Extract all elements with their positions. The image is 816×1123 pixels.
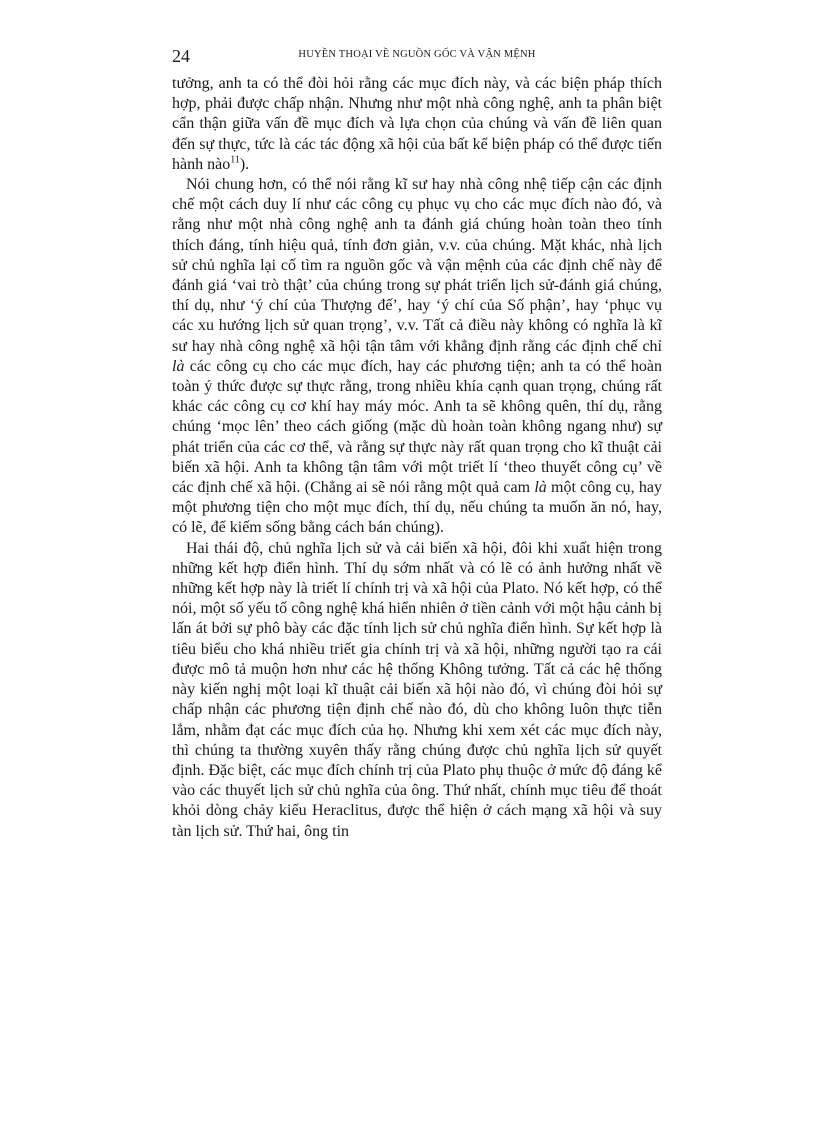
paragraph-1-text: tưởng, anh ta có thể đòi hỏi rằng các mục đích này, và các biện pháp thích hợp, phải được chấp nhận. Nhưng như một nhà công nghệ, anh ta phân biệt cẩn thận giữa vấn đề mục đích và lựa chọn của chúng và vấn đề liên quan đến sự thực, tức là các tác động xã hội của bất kể biện pháp có thể được tiến hành nào [172, 75, 662, 173]
paragraph-2-part-2: các công cụ cho các mục đích, hay các phương tiện; anh ta có thể hoàn toàn ý thức được sự thực rằng, trong nhiều khía cạnh quan trọng, chúng rất khác các công cụ cơ khí hay máy móc. Anh ta sẽ không quên, thí dụ, rằng chúng ‘mọc lên’ theo cách giống (mặc dù hoàn toàn không ngang như) sự phát triển của các cơ thể, và rằng sự thực này rất quan trọng cho kĩ thuật cải biến xã hội. Anh ta không tận tâm với một triết lí ‘theo thuyết công cụ’ về các định chế xã hội. (Chẳng ai sẽ nói rằng một quả cam [172, 357, 662, 497]
paragraph-2-part-3: một công cụ, hay một phương tiện cho một mục đích, thí dụ, nếu chúng ta muốn ăn nó, hay, có lẽ, để kiếm sống bằng cách bán chúng). [172, 479, 662, 537]
paragraph-3 [172, 539, 662, 842]
paragraph-1-tail: ). [239, 155, 250, 173]
paragraph-3-text: Hai thái độ, chủ nghĩa lịch sử và cải biến xã hội, đôi khi xuất hiện trong những kết hợp điển hình. Thí dụ sớm nhất và có lẽ có ảnh hưởng nhất về những kết hợp này là triết lí chính trị và xã hội của Plato. Nó kết hợp, có thể nói, một số yếu tố công nghệ khá hiển nhiên ở tiền cảnh với một hậu cảnh bị lấn át bởi sự phô bày các đặc tính lịch sử chủ nghĩa điển hình. Sự kết hợp là tiêu biểu cho khá nhiều triết gia chính trị và xã hội, những người tạo ra cái được mô tả muộn hơn như các hệ thống Không tưởng. Tất cả các hệ thống này kiến nghị một loại kĩ thuật cải biến xã hội nào đó, vì chúng đòi hỏi sự chấp nhận các phương tiện định chế nào đó, dù cho không luôn thực tiễn lắm, nhằm đạt các mục đích của họ. Nhưng khi xem xét các mục đích này, thì chúng ta thường xuyên thấy rằng chúng được chủ nghĩa lịch sử quyết định. Đặc biệt, các mục đích chính trị của Plato phụ thuộc ở mức độ đáng kể vào các thuyết lịch sử chủ nghĩa của ông. Thứ nhất, chính mục tiêu để thoát khỏi dòng chảy kiểu Heraclitus, được thể hiện ở cách mạng xã hội và suy tàn lịch sử. Thứ hai, ông tin [172, 539, 662, 840]
paragraph-1 [172, 74, 662, 175]
paragraph-2 [172, 175, 662, 539]
page-number: 24 [172, 46, 190, 66]
running-head: HUYỀN THOẠI VỀ NGUỒN GỐC VÀ VẬN MỆNH [298, 49, 536, 60]
book-page [172, 44, 662, 842]
paragraph-2-part-1: Nói chung hơn, có thể nói rằng kĩ sư hay nhà công nhệ tiếp cận các định chế một cách duy lí như các công cụ phục vụ cho các mục đích nào đó, và rằng như một nhà công nghệ anh ta đánh giá chúng hoàn toàn theo tính thích đáng, tính hiệu quả, tính đơn giản, v.v. của chúng. Mặt khác, nhà lịch sử chủ nghĩa lại cố tìm ra nguồn gốc và vận mệnh của các định chế này để đánh giá ‘vai trò thật’ của chúng trong sự phát triển lịch sử-đánh giá chúng, thí dụ, như ‘ý chí của Thượng đế’, hay ‘ý chí của Số phận’, hay ‘phục vụ các xu hướng lịch sử quan trọng’, v.v. Tất cả điều này không có nghĩa là kĩ sư hay nhà công nghệ xã hội tận tâm với khẳng định rằng các định chế chỉ [172, 176, 662, 355]
paragraph-2-emphasis-2: là [534, 479, 547, 497]
footnote-marker[interactable]: 11 [230, 154, 240, 166]
page-header [172, 44, 662, 68]
body-text [172, 74, 662, 842]
paragraph-2-emphasis-1: là [172, 357, 185, 375]
